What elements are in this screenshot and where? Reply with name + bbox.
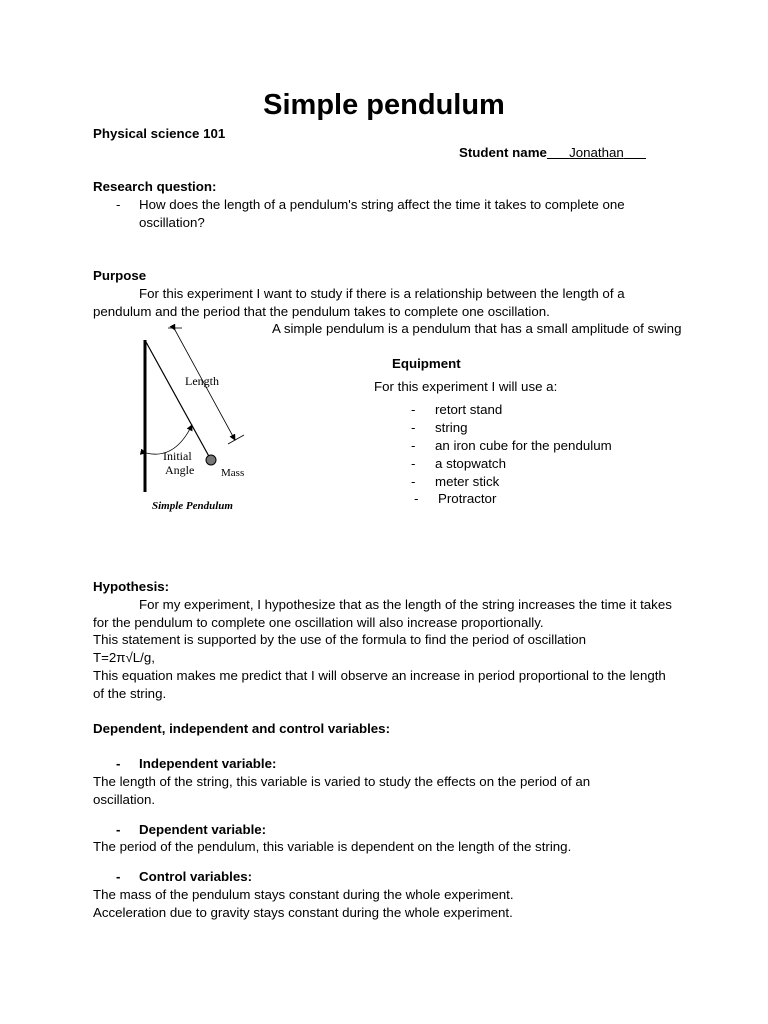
control-variable-text: The mass of the pendulum stays constant during the whole experiment. [93,887,514,902]
student-name-value [547,145,646,160]
fig-caption: Simple Pendulum [152,500,233,512]
fig-mass-label: Mass [221,467,245,479]
list-bullet: - [411,456,416,471]
length-tick-bottom [228,435,244,444]
hypothesis-heading: Hypothesis: [93,579,170,594]
hypothesis-support: This statement is supported by the use of the formula to find the period of oscillation [93,632,586,647]
purpose-text: For this experiment I want to study if there is a relationship between the length of a pendulum and the period that the pendulum takes to complete one oscillation. [93,286,625,319]
list-bullet: - [411,402,416,417]
variable-bullet: - [116,869,121,884]
fig-length-label: Length [185,374,219,388]
list-item: a stopwatch [435,456,506,471]
dependent-variable-heading: Dependent variable: [139,822,267,837]
pendulum-string [146,342,211,460]
hypothesis-text: For my experiment, I hypothesize that as the length of the string increases the time it takes for the pendulum to complete one oscillation will also increase proportionally. [93,597,672,630]
student-name-line [459,144,646,162]
equipment-intro: For this experiment I will use a: [374,379,558,394]
student-name: Jonathan [569,145,624,160]
control-variables-heading: Control variables: [139,869,253,884]
purpose-heading: Purpose [93,268,147,283]
hypothesis-prediction: This equation makes me predict that I will observe an increase in period proportional to the length of the string. [93,668,666,701]
variable-bullet: - [116,822,121,837]
list-item: an iron cube for the pendulum [435,438,612,453]
list-bullet: - [411,438,416,453]
pendulum-definition: A simple pendulum is a pendulum that has a small amplitude of swing [272,321,682,336]
list-bullet: - [411,420,416,435]
pendulum-diagram [130,320,265,520]
list-bullet: - [414,491,419,506]
variable-bullet: - [116,756,121,771]
fig-angle-label: Angle [165,463,195,477]
list-item: string [435,420,468,435]
research-question-heading: Research question: [93,179,217,194]
list-item: meter stick [435,474,500,489]
control-variable-text: Acceleration due to gravity stays constant during the whole experiment. [93,905,513,920]
page-title: Simple pendulum [263,89,505,121]
research-question-text: How does the length of a pendulum's string affect the time it takes to complete one oscillation? [139,197,625,230]
list-item: Protractor [438,491,497,506]
fig-initial-label: Initial [163,449,192,463]
research-question-dash: - [116,197,121,212]
independent-variable-heading: Independent variable: [139,756,277,771]
course-name: Physical science 101 [93,126,226,141]
independent-variable-text: The length of the string, this variable is varied to study the effects on the period of an oscillation. [93,774,591,807]
period-formula: T=2π√L/g, [93,650,155,665]
list-item: retort stand [435,402,503,417]
dependent-variable-text: The period of the pendulum, this variable is dependent on the length of the string. [93,839,572,854]
pendulum-mass [206,455,216,465]
student-name-label: Student name [459,145,547,160]
equipment-heading: Equipment [392,356,461,371]
variables-heading: Dependent, independent and control variables: [93,721,391,736]
list-bullet: - [411,474,416,489]
pendulum-figure [130,320,265,520]
